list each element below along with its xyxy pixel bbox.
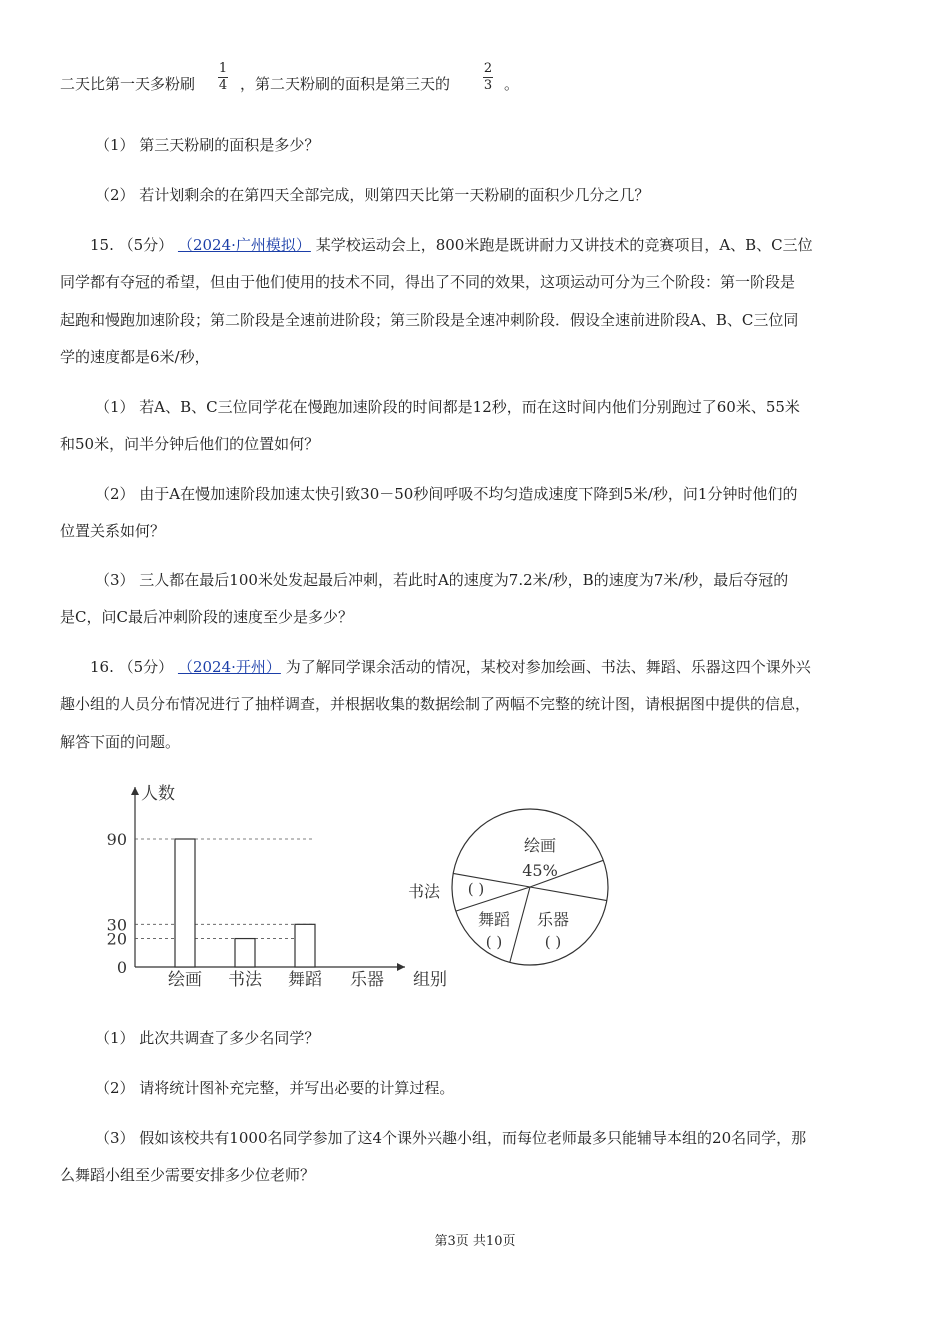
y-axis-label: 人数 xyxy=(141,784,175,804)
y-tick-label: 20 xyxy=(106,929,127,949)
q16-number: 16. （5分） xyxy=(90,658,174,676)
pie-value-乐器: ( ) xyxy=(544,933,562,951)
x-tick-label: 绘画 xyxy=(168,970,202,990)
bar-书法 xyxy=(235,939,255,967)
q15-text-1: 某学校运动会上，800米跑是既讲耐力又讲技术的竞赛项目，A、B、C三位 xyxy=(315,236,813,254)
x-tick-label: 舞蹈 xyxy=(288,970,322,990)
frac1-den: 4 xyxy=(218,78,228,93)
x-axis-label: 组别 xyxy=(413,970,447,990)
bar-chart xyxy=(107,784,447,990)
q14-line-tail xyxy=(60,74,195,94)
q16-text-1: 为了解同学课余活动的情况，某校对参加绘画、书法、舞蹈、乐器这四个课外兴 xyxy=(285,658,811,676)
x-axis-arrow xyxy=(397,963,405,971)
q15-sub3-b: 是C，问C最后冲刺阶段的速度至少是多少？ xyxy=(60,608,353,626)
q15-sub3-a: （3） 三人都在最后100米处发起最后冲刺，若此时A的速度为7.2米/秒，B的速度为7米/秒，最后夺冠的 xyxy=(95,571,789,589)
q14-fraction-1 xyxy=(216,62,230,93)
q16-sub1: （1） 此次共调查了多少名同学？ xyxy=(95,1029,320,1047)
q16-source-link[interactable]: （2024·开州） xyxy=(177,658,281,676)
pie-value-舞蹈: ( ) xyxy=(485,933,503,951)
pie-label-绘画: 绘画 xyxy=(523,836,557,855)
q14-line-tail-c xyxy=(504,74,519,94)
y-tick-label: 0 xyxy=(116,958,127,977)
q16-line3: 解答下面的问题。 xyxy=(60,733,181,751)
q15-line4: 学的速度都是6米/秒， xyxy=(60,348,210,366)
q14-text-c: 。 xyxy=(504,75,520,93)
q14-text-b: ，第二天粉刷的面积是第三天的 xyxy=(240,75,451,93)
q14-text-a: 二天比第一天多粉刷 xyxy=(60,75,196,93)
q16-sub2: （2） 请将统计图补充完整，并写出必要的计算过程。 xyxy=(95,1079,455,1097)
q15-line2: 同学都有夺冠的希望，但由于他们使用的技术不同，得出了不同的效果，这项运动可分为三个阶段：第一阶段是 xyxy=(60,273,796,291)
pie-value-书法: ( ) xyxy=(467,880,485,898)
frac1-num: 1 xyxy=(218,61,228,76)
x-tick-label: 乐器 xyxy=(350,970,384,990)
q16-line1 xyxy=(90,657,811,677)
q15-sub2-b: 位置关系如何？ xyxy=(60,522,166,540)
q16-sub3-b: 么舞蹈小组至少需要安排多少位老师？ xyxy=(60,1166,316,1184)
pie-value-绘画: 45% xyxy=(522,861,558,880)
q15-line1 xyxy=(90,235,813,255)
y-tick-label: 30 xyxy=(106,915,127,935)
q15-sub1-b: 和50米，问半分钟后他们的位置如何？ xyxy=(60,435,320,453)
q14-line-tail-b xyxy=(240,74,450,94)
q16-line2: 趣小组的人员分布情况进行了抽样调查，并根据收集的数据绘制了两幅不完整的统计图，请根据图中提供的信息， xyxy=(60,695,811,713)
q14-sub2: （2） 若计划剩余的在第四天全部完成，则第四天比第一天粉刷的面积少几分之几？ xyxy=(95,186,650,204)
q15-source-link[interactable]: （2024·广州模拟） xyxy=(177,236,311,254)
q15-number: 15. （5分） xyxy=(90,236,174,254)
pie-chart xyxy=(408,809,608,965)
pie-label-书法: 书法 xyxy=(407,882,441,901)
q14-fraction-2 xyxy=(481,62,495,93)
q15-line3: 起跑和慢跑加速阶段；第二阶段是全速前进阶段；第三阶段是全速冲刺阶段．假设全速前进阶段A、B、C三位同 xyxy=(60,311,799,329)
q15-sub2-a: （2） 由于A在慢加速阶段加速太快引致30－50秒间呼吸不均匀造成速度下降到5米/秒，问1分钟时他们的 xyxy=(95,485,798,503)
pie-label-乐器: 乐器 xyxy=(536,910,570,929)
page-footer: 第3页 共10页 xyxy=(434,1234,516,1249)
q16-charts xyxy=(0,775,950,1005)
frac2-den: 3 xyxy=(483,78,493,93)
y-axis-arrow xyxy=(131,787,139,795)
q15-sub1-a: （1） 若A、B、C三位同学花在慢跑加速阶段的时间都是12秒，而在这时间内他们分别跑过了60米、55米 xyxy=(95,398,800,416)
bar-舞蹈 xyxy=(295,924,315,967)
q14-sub1: （1） 第三天粉刷的面积是多少？ xyxy=(95,136,320,154)
pie-label-舞蹈: 舞蹈 xyxy=(477,910,511,929)
x-tick-label: 书法 xyxy=(228,970,262,990)
bar-绘画 xyxy=(175,839,195,967)
q16-sub3-a: （3） 假如该校共有1000名同学参加了这4个课外兴趣小组，而每位老师最多只能辅导本组的20名同学，那 xyxy=(95,1129,807,1147)
y-tick-label: 90 xyxy=(106,830,127,849)
frac2-num: 2 xyxy=(483,61,493,76)
